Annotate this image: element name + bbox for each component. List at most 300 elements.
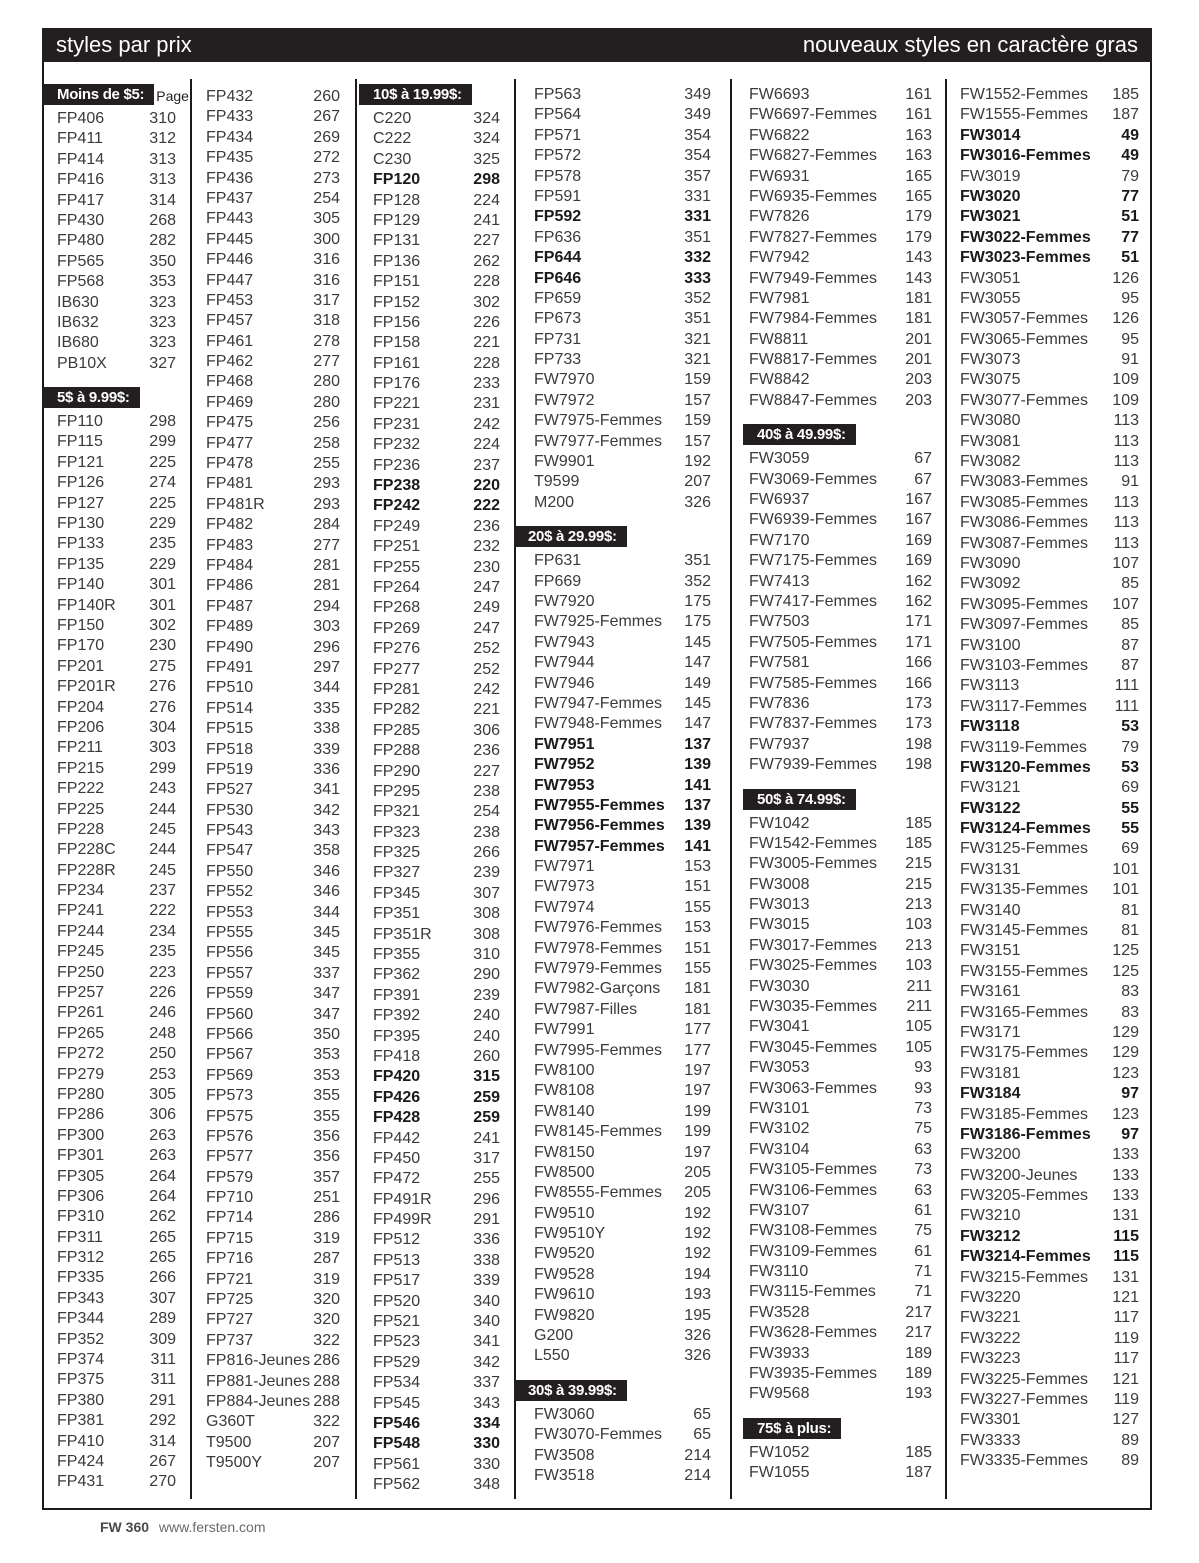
style-code: FW3518	[534, 1467, 595, 1484]
style-row	[57, 677, 176, 697]
catalog-page-number: 79	[1121, 167, 1139, 185]
style-row	[373, 578, 500, 598]
catalog-page-number: 77	[1121, 228, 1139, 246]
style-row	[960, 1023, 1139, 1043]
style-code: FP513	[373, 1251, 421, 1269]
style-row	[960, 676, 1139, 696]
catalog-page-number: 323	[149, 313, 176, 331]
catalog-page-number: 61	[914, 1201, 932, 1219]
catalog-page-number: 159	[684, 371, 711, 389]
style-row	[960, 228, 1139, 248]
style-row	[534, 187, 711, 207]
catalog-page-number: 298	[149, 413, 176, 431]
style-row	[749, 126, 932, 146]
catalog-page-number: 301	[149, 576, 176, 594]
style-row	[57, 272, 176, 292]
style-row	[57, 779, 176, 799]
style-row	[749, 1364, 932, 1384]
style-row	[534, 674, 711, 694]
style-row	[206, 1249, 340, 1269]
style-code: FW3212	[960, 1227, 1021, 1245]
style-code: FP295	[373, 782, 421, 800]
style-code: FW7972	[534, 391, 595, 409]
style-code: FP411	[57, 130, 103, 148]
style-row	[373, 680, 500, 700]
style-code: FP140	[57, 576, 105, 594]
style-row	[206, 984, 340, 1004]
catalog-page-number: 199	[684, 1102, 711, 1120]
style-row	[57, 1126, 176, 1146]
catalog-page-number: 175	[684, 613, 711, 631]
style-row	[373, 660, 500, 680]
style-row	[960, 921, 1139, 941]
catalog-page-number: 241	[473, 211, 500, 229]
style-code: FP517	[373, 1272, 421, 1290]
style-row	[749, 1017, 932, 1037]
style-row	[960, 738, 1139, 758]
catalog-page-number: 242	[473, 680, 500, 698]
style-code: FW3100	[960, 636, 1021, 654]
style-code: FW3030	[749, 977, 810, 995]
style-row	[534, 1405, 711, 1425]
style-row	[960, 187, 1139, 207]
price-range-heading: 75$ à plus:	[743, 1418, 841, 1439]
style-row	[373, 1190, 500, 1210]
style-row	[206, 760, 340, 780]
catalog-page-number: 129	[1112, 1044, 1139, 1062]
style-code: FP311	[57, 1228, 103, 1246]
catalog-page-number: 322	[313, 1331, 340, 1349]
catalog-page-number: 234	[149, 922, 176, 940]
style-row	[749, 834, 932, 854]
catalog-page-number: 252	[473, 640, 500, 658]
style-row	[373, 293, 500, 313]
style-code: FW3087-Femmes	[960, 534, 1089, 552]
catalog-page-number: 71	[914, 1283, 932, 1301]
style-code: FW3184	[960, 1085, 1021, 1103]
style-code: FP562	[373, 1476, 421, 1494]
style-code: FW1055	[749, 1464, 810, 1482]
style-row	[206, 943, 340, 963]
style-row	[57, 1085, 176, 1105]
style-code: FW3035-Femmes	[749, 998, 878, 1016]
style-code: FP300	[57, 1126, 105, 1144]
style-row	[57, 820, 176, 840]
style-row	[960, 1145, 1139, 1165]
catalog-page-number: 272	[313, 149, 340, 167]
catalog-page-number: 119	[1113, 1329, 1139, 1347]
style-row	[57, 313, 176, 333]
style-row	[534, 248, 711, 268]
catalog-page-number: 165	[905, 167, 932, 185]
style-code: FP560	[206, 1005, 254, 1023]
catalog-page-number: 318	[313, 312, 340, 330]
style-code: FP733	[534, 351, 582, 369]
style-code: FW3301	[960, 1411, 1021, 1429]
style-row	[534, 918, 711, 938]
catalog-page-number: 343	[473, 1394, 500, 1412]
style-code: FP417	[57, 191, 105, 209]
style-code: FP673	[534, 310, 582, 328]
style-row	[534, 1466, 711, 1486]
style-code: FP520	[373, 1292, 421, 1310]
catalog-page-number: 115	[1113, 1248, 1139, 1266]
style-code: FP631	[534, 552, 582, 570]
catalog-page-number: 316	[313, 271, 340, 289]
catalog-page-number: 93	[914, 1059, 932, 1077]
style-code: FW6937	[749, 491, 810, 509]
style-row	[534, 776, 711, 796]
style-row	[749, 915, 932, 935]
catalog-page-number: 344	[313, 679, 340, 697]
style-row	[206, 903, 340, 923]
catalog-page-number: 117	[1113, 1309, 1139, 1327]
style-row	[749, 370, 932, 390]
style-row	[206, 1107, 340, 1127]
style-row	[960, 289, 1139, 309]
catalog-page-number: 225	[149, 453, 176, 471]
catalog-page-number: 260	[473, 1047, 500, 1065]
style-row	[960, 1349, 1139, 1369]
style-code: FP559	[206, 985, 254, 1003]
catalog-page-number: 49	[1121, 147, 1139, 165]
style-row	[57, 453, 176, 473]
style-code: FP545	[373, 1394, 421, 1412]
catalog-page-number: 145	[684, 694, 711, 712]
style-row	[206, 719, 340, 739]
catalog-page-number: 323	[149, 293, 176, 311]
style-row	[57, 1472, 176, 1492]
style-row	[749, 1262, 932, 1282]
style-code: FW3161	[960, 983, 1021, 1001]
style-row	[57, 514, 176, 534]
style-row	[749, 1303, 932, 1323]
catalog-page-number: 232	[473, 538, 500, 556]
style-code: FW7925-Femmes	[534, 613, 663, 631]
page-column-label: Page	[156, 88, 189, 104]
catalog-page-number: 269	[313, 128, 340, 146]
catalog-page-number: 91	[1121, 351, 1139, 369]
style-row	[206, 1168, 340, 1188]
catalog-page-number: 224	[473, 191, 500, 209]
style-row	[206, 1270, 340, 1290]
style-code: FP352	[57, 1330, 105, 1348]
catalog-page-number: 97	[1121, 1085, 1139, 1103]
style-row	[57, 1207, 176, 1227]
catalog-page-number: 145	[684, 633, 711, 651]
style-row	[373, 1353, 500, 1373]
catalog-page-number: 326	[684, 1327, 711, 1345]
style-code: T9599	[534, 473, 580, 491]
style-row	[960, 574, 1139, 594]
catalog-page-number: 265	[149, 1228, 176, 1246]
style-row	[534, 493, 711, 513]
style-row	[534, 1081, 711, 1101]
style-code: FW1555-Femmes	[960, 106, 1089, 124]
catalog-page-number: 266	[473, 844, 500, 862]
catalog-page-number: 71	[914, 1263, 932, 1281]
style-code: FP290	[373, 762, 421, 780]
style-row	[206, 964, 340, 984]
style-row	[534, 653, 711, 673]
page-footer	[100, 1519, 266, 1535]
style-code: FW9528	[534, 1265, 595, 1283]
style-code: FP225	[57, 800, 105, 818]
catalog-page-number: 331	[684, 187, 711, 205]
style-code: FW9510	[534, 1204, 595, 1222]
style-row	[57, 1248, 176, 1268]
catalog-page-number: 181	[905, 289, 932, 307]
catalog-page-number: 53	[1121, 758, 1139, 776]
style-code: C230	[373, 150, 412, 168]
style-row	[57, 759, 176, 779]
style-row	[206, 638, 340, 658]
catalog-page-number: 225	[149, 494, 176, 512]
style-code: FP414	[57, 150, 105, 168]
style-code: FW3008	[749, 875, 810, 893]
style-code: FP244	[57, 922, 105, 940]
style-row	[749, 1099, 932, 1119]
catalog-page-number: 111	[1114, 697, 1139, 715]
style-row	[206, 352, 340, 372]
style-row	[373, 537, 500, 557]
style-row	[534, 167, 711, 187]
style-row	[749, 228, 932, 248]
style-code: FP563	[534, 86, 582, 103]
style-code: FP483	[206, 536, 254, 554]
catalog-page-number: 185	[905, 814, 932, 832]
style-code: FW7826	[749, 208, 810, 226]
style-row	[960, 452, 1139, 472]
style-row	[373, 354, 500, 374]
style-row	[749, 1221, 932, 1241]
style-row	[57, 534, 176, 554]
style-row	[960, 167, 1139, 187]
catalog-page-number: 237	[149, 882, 176, 900]
style-row	[206, 1045, 340, 1065]
style-row	[534, 1204, 711, 1224]
catalog-page-number: 230	[473, 558, 500, 576]
style-code: FP206	[57, 718, 105, 736]
catalog-page-number: 155	[684, 960, 711, 978]
catalog-page-number: 339	[313, 740, 340, 758]
style-row	[206, 1372, 340, 1392]
column-divider	[190, 79, 192, 1499]
style-code: FP478	[206, 455, 254, 473]
style-row	[373, 639, 500, 659]
style-row	[749, 956, 932, 976]
style-code: C222	[373, 130, 412, 148]
style-code: FP121	[57, 453, 105, 471]
catalog-page-number: 352	[684, 289, 711, 307]
style-row	[534, 1446, 711, 1466]
catalog-page-number: 73	[914, 1099, 932, 1117]
catalog-page-number: 127	[1112, 1411, 1139, 1429]
style-row	[373, 1434, 500, 1454]
catalog-page-number: 284	[313, 516, 340, 534]
style-code: FP436	[206, 169, 254, 187]
catalog-page-number: 221	[473, 701, 500, 719]
style-code: FP512	[373, 1231, 421, 1249]
style-code: FW9610	[534, 1286, 595, 1304]
style-row	[57, 1065, 176, 1085]
catalog-page-number: 258	[313, 434, 340, 452]
catalog-page-number: 286	[313, 1352, 340, 1370]
style-code: FW3060	[534, 1405, 595, 1423]
catalog-page-number: 245	[149, 861, 176, 879]
catalog-page-number: 321	[684, 351, 711, 369]
style-row	[373, 782, 500, 802]
style-row	[534, 269, 711, 289]
style-code: FP211	[57, 739, 103, 757]
style-code: FP486	[206, 577, 254, 595]
style-row	[749, 674, 932, 694]
catalog-page-number: 305	[313, 210, 340, 228]
index-column-4	[528, 85, 711, 1486]
column-divider	[355, 79, 357, 1499]
style-row	[206, 413, 340, 433]
style-row	[749, 572, 932, 592]
style-code: FP381	[57, 1412, 105, 1430]
style-row	[373, 252, 500, 272]
style-code: FW8140	[534, 1102, 595, 1120]
style-code: FW3151	[960, 942, 1021, 960]
catalog-page-number: 355	[313, 1107, 340, 1125]
style-row	[960, 513, 1139, 533]
catalog-page-number: 350	[149, 252, 176, 270]
style-code: FW3175-Femmes	[960, 1044, 1089, 1062]
style-code: FP321	[373, 803, 421, 821]
style-row	[749, 146, 932, 166]
style-code: FW3335-Femmes	[960, 1452, 1089, 1470]
style-code: FP553	[206, 903, 254, 921]
catalog-page-number: 111	[1114, 677, 1139, 695]
style-code: FW7413	[749, 572, 810, 590]
style-row	[373, 129, 500, 149]
catalog-page-number: 330	[473, 1455, 500, 1473]
style-code: FP550	[206, 862, 254, 880]
catalog-page-number: 133	[1112, 1187, 1139, 1205]
style-row	[960, 105, 1139, 125]
style-row	[534, 1122, 711, 1142]
catalog-page-number: 177	[684, 1041, 711, 1059]
style-code: FP636	[534, 228, 582, 246]
catalog-page-number: 63	[914, 1181, 932, 1199]
style-row	[960, 941, 1139, 961]
style-row	[57, 942, 176, 962]
style-row	[534, 979, 711, 999]
style-code: FP472	[373, 1170, 421, 1188]
style-code: FW7949-Femmes	[749, 269, 878, 287]
style-row	[206, 169, 340, 189]
style-row	[960, 554, 1139, 574]
style-code: FW8500	[534, 1163, 595, 1181]
style-code: FW3210	[960, 1207, 1021, 1225]
style-row	[57, 293, 176, 313]
style-code: FW3225-Femmes	[960, 1370, 1089, 1388]
catalog-page-number: 51	[1121, 249, 1139, 267]
style-code: FW3508	[534, 1446, 595, 1464]
catalog-page-number: 246	[149, 1004, 176, 1022]
style-row	[206, 209, 340, 229]
style-code: FP457	[206, 312, 254, 330]
style-code: FW3140	[960, 901, 1021, 919]
style-row	[57, 616, 176, 636]
style-code: FW6931	[749, 167, 810, 185]
style-code: FP306	[57, 1187, 105, 1205]
style-code: FP487	[206, 597, 254, 615]
style-row	[57, 800, 176, 820]
style-code: FW3109-Femmes	[749, 1242, 878, 1260]
catalog-page-number: 321	[684, 330, 711, 348]
style-row	[206, 495, 340, 515]
style-row	[373, 1312, 500, 1332]
catalog-page-number: 353	[149, 273, 176, 291]
index-column-5	[749, 85, 932, 1484]
catalog-page-number: 233	[473, 375, 500, 393]
style-code: FW7973	[534, 878, 595, 896]
style-code: FW3085-Femmes	[960, 493, 1089, 511]
style-row	[373, 374, 500, 394]
style-code: FP564	[534, 106, 582, 124]
catalog-page-number: 121	[1112, 1289, 1139, 1307]
style-row	[57, 1350, 176, 1370]
style-row	[373, 925, 500, 945]
catalog-page-number: 342	[473, 1353, 500, 1371]
style-code: FP416	[57, 171, 105, 189]
catalog-page-number: 276	[149, 698, 176, 716]
style-row	[534, 1244, 711, 1264]
index-column-1	[57, 79, 189, 1493]
catalog-page-number: 125	[1112, 942, 1139, 960]
style-code: FW3200-Jeunes	[960, 1166, 1078, 1184]
catalog-page-number: 107	[1112, 554, 1139, 572]
catalog-page-number: 226	[149, 984, 176, 1002]
style-row	[749, 289, 932, 309]
style-code: FP572	[534, 147, 582, 165]
catalog-page-number: 163	[905, 126, 932, 144]
style-row	[534, 105, 711, 125]
style-code: FW3131	[960, 860, 1021, 878]
style-row	[57, 1411, 176, 1431]
style-row	[749, 997, 932, 1017]
catalog-page-number: 81	[1121, 901, 1139, 919]
style-row	[960, 1043, 1139, 1063]
catalog-page-number: 113	[1113, 432, 1139, 450]
style-row	[373, 394, 500, 414]
style-code: FW3105-Femmes	[749, 1161, 878, 1179]
catalog-page-number: 67	[914, 450, 932, 468]
catalog-page-number: 65	[693, 1426, 711, 1444]
style-code: FW7955-Femmes	[534, 796, 665, 814]
catalog-page-number: 125	[1112, 962, 1139, 980]
style-row	[749, 449, 932, 469]
style-row	[960, 146, 1139, 166]
style-row	[373, 496, 500, 516]
catalog-page-number: 49	[1121, 126, 1139, 144]
style-code: FW6935-Femmes	[749, 187, 878, 205]
catalog-page-number: 179	[905, 228, 932, 246]
style-code: FW9901	[534, 453, 595, 471]
style-row	[749, 391, 932, 411]
style-code: FP221	[373, 395, 421, 413]
catalog-page-number: 147	[684, 715, 711, 733]
catalog-page-number: 286	[313, 1209, 340, 1227]
style-code: FW7982-Garçons	[534, 980, 661, 998]
style-code: FP515	[206, 720, 254, 738]
catalog-page-number: 113	[1113, 412, 1139, 430]
style-row	[373, 435, 500, 455]
